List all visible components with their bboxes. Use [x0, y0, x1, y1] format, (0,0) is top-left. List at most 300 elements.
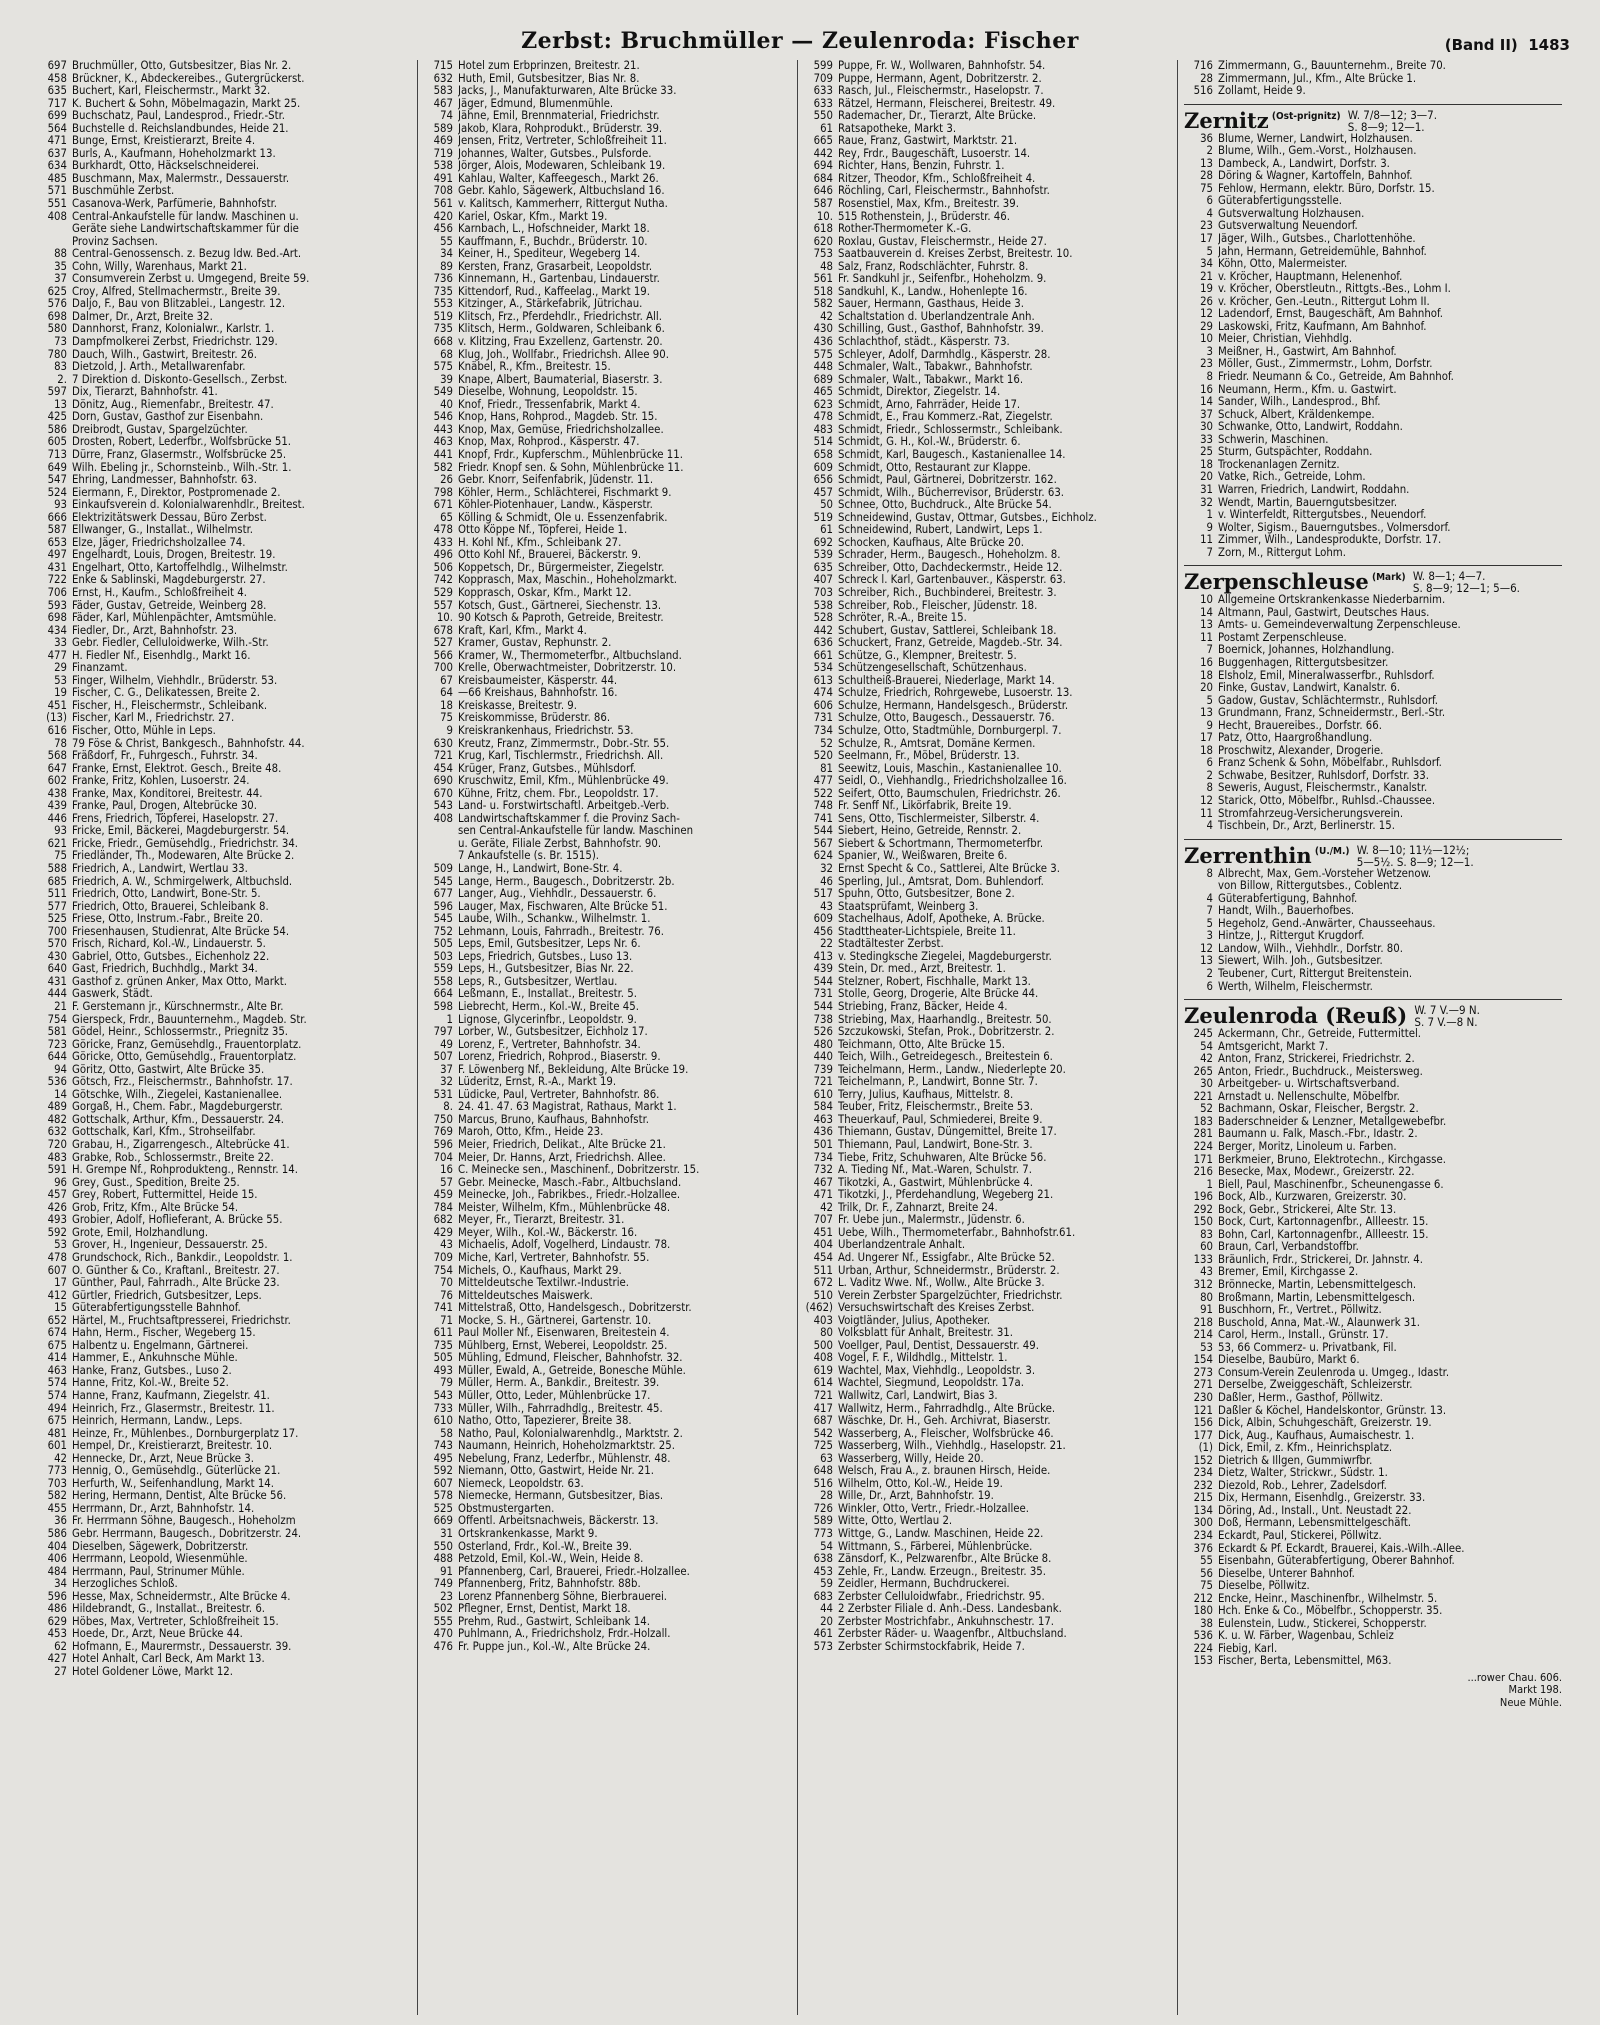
phone-number: 81 [820, 761, 833, 775]
directory-entry [804, 1039, 1171, 1052]
directory-entry [804, 1164, 1171, 1177]
listing-text: Kreisbaumeister, Käsperstr. 44. [458, 674, 618, 687]
directory-entry [38, 650, 411, 663]
weekday-hours: W. 7/8—12; 3—7. [1347, 107, 1438, 122]
directory-entry [1184, 1091, 1562, 1104]
directory-entry [1184, 1530, 1562, 1543]
phone-number: 463 [813, 1112, 833, 1126]
office-hours [1414, 1004, 1479, 1028]
phone-number: 55 [440, 234, 453, 248]
listing-text: Schleyer, Adolf, Darmhdlg., Käsperstr. 28. [838, 348, 1051, 361]
listing-text: Kreiskrankenhaus, Friedrichstr. 53. [458, 724, 634, 737]
volume-label: (Band II) [1444, 36, 1518, 54]
phone-number: 564 [47, 121, 67, 135]
phone-number: 586 [47, 1526, 67, 1540]
listing-text: Bruchmüller, Otto, Gutsbesitzer, Bias Nr. 2. [72, 60, 292, 72]
phone-number: 602 [47, 774, 67, 788]
phone-number: 700 [47, 924, 67, 938]
directory-entry [38, 1553, 411, 1566]
listing-text: Buschmühle Zerbst. [72, 185, 175, 198]
phone-number: 4 [1206, 206, 1213, 220]
phone-number: 28 [820, 1489, 833, 1503]
directory-entry [38, 1478, 411, 1491]
phone-number: 214 [1193, 1328, 1213, 1342]
phone-number: 709 [433, 1250, 453, 1264]
margin-note-line: Markt 198. [1508, 1683, 1562, 1697]
phone-number: 525 [433, 1501, 453, 1515]
listing-text: Heinrich, Frz., Glasermstr., Breitestr. 11. [72, 1402, 275, 1415]
listing-text: Krüger, Franz, Gutsbes., Mühlsdorf. [458, 762, 637, 775]
directory-entry [804, 1365, 1171, 1378]
listing-text: Fischer, H., Fleischermstr., Schleibank. [72, 699, 268, 712]
directory-entry [38, 1616, 411, 1629]
listing-text: Gebr. Meinecke, Masch.-Fabr., Altbuchsland. [458, 1176, 682, 1189]
phone-number: 550 [813, 109, 833, 123]
listing-text: Wille, Dr., Arzt, Bahnhofstr. 19. [838, 1490, 994, 1503]
phone-number: 32 [820, 862, 833, 875]
listing-text: Schreck l. Karl, Gartenbauver., Käsperstr. 63. [838, 574, 1066, 587]
directory-entry [804, 98, 1171, 111]
phone-number: 574 [47, 1388, 67, 1402]
listing-text: Michaelis, Adolf, Vogelherd, Lindaustr. 78. [458, 1239, 671, 1252]
listing-text: Wittmann, S., Färberei, Mühlenbrücke. [838, 1540, 1033, 1553]
directory-entry [804, 236, 1171, 249]
directory-entry [38, 311, 411, 324]
phone-number: 212 [1193, 1591, 1213, 1605]
directory-entry [804, 863, 1171, 876]
phone-number: 721 [813, 1388, 833, 1402]
directory-entry [38, 236, 411, 249]
directory-entry [1184, 547, 1562, 560]
phone-number: 407 [813, 573, 833, 587]
phone-number: 698 [47, 309, 67, 323]
directory-entry [38, 625, 411, 638]
listing-text: Meister, Wilhelm, Kfm., Mühlenbrücke 48. [458, 1201, 671, 1214]
directory-entry [804, 160, 1171, 173]
listing-text: Schmidt, Friedr., Schlossermstr., Schleibank. [838, 423, 1063, 436]
phone-number: 70 [440, 1276, 453, 1290]
phone-number: 183 [1193, 1114, 1213, 1128]
listing-text: Lorenz, F., Vertreter, Bahnhofstr. 34. [458, 1038, 641, 1051]
directory-entry [804, 562, 1171, 575]
listing-text: Otto Köppe Nf., Töpferei, Heide 1. [458, 524, 628, 537]
phone-number: 483 [813, 422, 833, 436]
directory-entry [804, 399, 1171, 412]
phone-number: 34 [1200, 257, 1213, 271]
listing-text: Bremer, Emil, Kirchgasse 2. [1218, 1266, 1359, 1279]
directory-entry [1184, 1216, 1562, 1229]
phone-number: 653 [47, 535, 67, 549]
directory-entry [804, 1415, 1171, 1428]
listing-text: Lorenz Pfannenberg Söhne, Bierbrauerei. [458, 1590, 668, 1603]
phone-number: 4 [1206, 891, 1213, 905]
listing-text: Postamt Zerpenschleuse. [1218, 631, 1347, 644]
phone-number: 471 [47, 134, 67, 148]
directory-entry [1184, 333, 1562, 346]
listing-text: Fischer, Berta, Lebensmittel, M63. [1218, 1655, 1392, 1668]
listing-text: Fiedler, Dr., Arzt, Bahnhofstr. 23. [72, 624, 238, 637]
directory-entry [1184, 745, 1562, 758]
phone-number: 668 [433, 335, 453, 349]
phone-number: 749 [433, 1577, 453, 1591]
phone-number: 669 [433, 1514, 453, 1528]
phone-number: 18 [440, 698, 453, 712]
phone-number: 13 [1200, 954, 1213, 968]
listing-text: Hotel Goldener Löwe, Markt 12. [72, 1666, 234, 1678]
phone-number: 232 [1193, 1478, 1213, 1492]
directory-entry [38, 750, 411, 763]
directory-entry [804, 662, 1171, 675]
phone-number: 408 [813, 1351, 833, 1365]
phone-number [1184, 880, 1218, 893]
directory-entry [424, 1189, 791, 1202]
directory-entry [804, 1503, 1171, 1516]
directory-entry [804, 148, 1171, 161]
listing-text: Köhler-Piotenhauer, Landw., Käsperstr. [458, 499, 653, 512]
phone-number: 516 [1193, 84, 1213, 98]
directory-entry [1184, 1568, 1562, 1581]
directory-entry [38, 524, 411, 537]
directory-entry [1184, 1241, 1562, 1254]
phone-number: 17 [54, 1276, 67, 1290]
phone-number: 18 [1200, 457, 1213, 471]
directory-entry [424, 462, 791, 475]
listing-text: Meinecke, Joh., Fabrikbes., Friedr.-Holzallee. [458, 1189, 681, 1202]
listing-text: Höbes, Max, Vertreter, Schloßfreiheit 15. [72, 1615, 279, 1628]
directory-entry [804, 1290, 1171, 1303]
listing-text: Güterabfertigungsstelle Bahnhof. [72, 1302, 241, 1315]
phone-number: 3 [1206, 344, 1213, 358]
listing-text: Hotel Anhalt, Carl Beck, Am Markt 13. [72, 1653, 265, 1666]
listing-text: Gadow, Gustav, Schlächtermstr., Ruhlsdorf. [1218, 694, 1438, 707]
directory-entry [804, 825, 1171, 838]
directory-entry [424, 399, 791, 412]
listing-text: Diezold, Rob., Lehrer, Zadelsdorf. [1218, 1479, 1387, 1492]
phone-number: 687 [813, 1414, 833, 1428]
phone-number: 412 [47, 1288, 67, 1302]
listing-text: Urban, Arthur, Schneidermstr., Brüderstr. 2. [838, 1264, 1060, 1277]
listing-text: Patz, Otto, Haargroßhandlung. [1218, 732, 1373, 745]
directory-entry [804, 951, 1171, 964]
phone-number: 26 [440, 473, 453, 487]
listing-text: Schilling, Gust., Gasthof, Bahnhofstr. 39. [838, 323, 1044, 336]
directory-entry [804, 1252, 1171, 1265]
listing-text: Friedrich, Otto, Brauerei, Schleibank 8. [72, 900, 269, 913]
phone-number: 94 [54, 1062, 67, 1076]
directory-entry [424, 1465, 791, 1478]
listing-text: Kramer, Gustav, Rephunstr. 2. [458, 637, 612, 650]
directory-entry [38, 1327, 411, 1340]
directory-entry [38, 411, 411, 424]
listing-text: Witte, Otto, Wertlau 2. [838, 1515, 953, 1528]
phone-number: 505 [433, 937, 453, 951]
listing-text: Natho, Otto, Tapezierer, Breite 38. [458, 1415, 632, 1428]
listing-text: Lange, Herm., Baugesch., Dobritzerstr. 2b. [458, 875, 675, 888]
phone-number: 575 [433, 360, 453, 374]
phone-number: 25 [1200, 445, 1213, 459]
directory-entry [424, 1553, 791, 1566]
phone-number: 584 [813, 1100, 833, 1114]
directory-entry [804, 901, 1171, 914]
listing-text: Brönnecke, Martin, Lebensmittelgesch. [1218, 1279, 1417, 1292]
listing-text: Ernst Specht & Co., Sattlerei, Alte Brücke 3. [838, 863, 1060, 875]
listing-text: Möller, Gust., Zimmermstr., Lohm, Dorfstr. [1218, 358, 1433, 371]
directory-entry [424, 436, 791, 449]
directory-entry [1184, 1166, 1562, 1179]
listing-text: Trilk, Dr. F., Zahnarzt, Breite 24. [838, 1201, 998, 1214]
phone-number: 502 [433, 1602, 453, 1616]
phone-number: 33 [54, 636, 67, 650]
listing-text: Ratsapotheke, Markt 3. [838, 122, 957, 135]
directory-entry [424, 1352, 791, 1365]
phone-number: 735 [433, 284, 453, 298]
phone-number: 65 [440, 510, 453, 524]
directory-entry [38, 738, 411, 751]
directory-entry [1184, 1643, 1562, 1656]
listing-text: Köhn, Otto, Malermeister. [1218, 258, 1348, 271]
phone-number: 607 [47, 1263, 67, 1277]
phone-number: 741 [433, 1301, 453, 1315]
phone-number: 37 [1200, 407, 1213, 421]
directory-entry [1184, 757, 1562, 770]
listing-text: Kölling & Schmidt, Öle u. Essenzenfabrik. [458, 511, 668, 524]
listing-text: Rosenstiel, Max, Kfm., Breitestr. 39. [838, 198, 1019, 211]
phone-number: 154 [1193, 1353, 1213, 1367]
listing-text: Bunge, Ernst, Kreistierarzt, Breite 4. [72, 135, 256, 148]
phone-number: 725 [813, 1439, 833, 1453]
listing-text: Hempel, Dr., Kreistierarzt, Breitestr. 10. [72, 1440, 273, 1453]
directory-entry [38, 1453, 411, 1466]
directory-entry [1184, 1342, 1562, 1355]
phone-number: 652 [47, 1313, 67, 1327]
phone-number: 496 [433, 548, 453, 562]
listing-text: Niemeck, Leopoldstr. 63. [458, 1477, 584, 1490]
phone-number: 8. [443, 1100, 453, 1114]
listing-text: Leps, Emil, Gutsbesitzer, Leps Nr. 6. [458, 938, 641, 951]
phone-number: 731 [813, 711, 833, 725]
phone-number: 271 [1193, 1378, 1213, 1392]
phone-number: 536 [47, 1075, 67, 1089]
listing-text: Cohn, Willy, Warenhaus, Markt 21. [72, 260, 247, 273]
directory-entry [424, 600, 791, 613]
directory-entry [424, 1101, 791, 1114]
directory-entry [38, 876, 411, 889]
phone-number: 42 [1200, 1052, 1213, 1066]
phone-number: 73 [54, 335, 67, 349]
listing-text: Fr. Uebe jun., Malermstr., Jüdenstr. 6. [838, 1214, 1025, 1227]
phone-number: 748 [813, 799, 833, 813]
phone-number: 38 [1200, 1616, 1213, 1630]
phone-number: 715 [433, 60, 453, 72]
directory-entry [424, 1202, 791, 1215]
phone-number: 23 [1200, 357, 1213, 371]
directory-entry [804, 876, 1171, 889]
listing-text: Dalmer, Dr., Arzt, Breite 32. [72, 310, 213, 323]
phone-number: 632 [47, 1125, 67, 1139]
directory-entry [1184, 1304, 1562, 1317]
phone-number: 171 [1193, 1152, 1213, 1166]
directory-entry [804, 1591, 1171, 1604]
directory-entry [804, 1515, 1171, 1528]
phone-number: 543 [433, 1388, 453, 1402]
directory-entry [1184, 782, 1562, 795]
phone-number: 648 [813, 1464, 833, 1478]
phone-number: 457 [47, 1188, 67, 1202]
listing-text: Mittelstraß, Otto, Handelsgesch., Dobritzerstr. [458, 1302, 692, 1315]
margin-note-line: Neue Mühle. [1499, 1695, 1562, 1709]
directory-entry [38, 838, 411, 851]
directory-entry [804, 386, 1171, 399]
phone-number: 17 [1200, 731, 1213, 745]
listing-text: Rademacher, Dr., Tierarzt, Alte Brücke. [838, 110, 1037, 123]
listing-text: H. Kohl Nf., Kfm., Schleibank 27. [458, 536, 622, 549]
phone-number: 444 [47, 987, 67, 1001]
listing-text: Friese, Otto, Instrum.-Fabr., Breite 20. [72, 913, 263, 926]
directory-entry [38, 223, 411, 236]
phone-number: 196 [1193, 1190, 1213, 1204]
phone-number: 89 [440, 259, 453, 273]
directory-entry [38, 1653, 411, 1666]
directory-entry [804, 198, 1171, 211]
listing-text: Enke & Sablinski, Magdeburgerstr. 27. [72, 574, 266, 587]
directory-entry [1184, 1254, 1562, 1267]
listing-text: Grey, Gust., Spedition, Breite 25. [72, 1176, 240, 1189]
phone-number: 716 [1193, 60, 1213, 72]
directory-entry [1184, 943, 1562, 956]
phone-number: 12 [1200, 307, 1213, 321]
phone-number: 19 [54, 686, 67, 700]
listing-text: Fischer, C. G., Delikatessen, Breite 2. [72, 687, 260, 700]
directory-entry [1184, 1266, 1562, 1279]
phone-number: 543 [433, 799, 453, 813]
phone-number: 88 [54, 247, 67, 261]
listing-text: Leps, R., Gutsbesitzer, Wertlau. [458, 975, 618, 988]
directory-entry [804, 1628, 1171, 1641]
listing-text: Müller, Herm. A., Bankdir., Breitestr. 39. [458, 1377, 660, 1390]
listing-text: Herrmann, Leopold, Wiesenmühle. [72, 1553, 248, 1566]
listing-text: Voigtländer, Julius, Apotheker. [838, 1314, 991, 1327]
phone-number: 606 [813, 698, 833, 712]
phone-number: 245 [1193, 1027, 1213, 1041]
directory-entry [424, 1603, 791, 1616]
directory-entry [424, 148, 791, 161]
directory-entry [38, 1566, 411, 1579]
directory-entry [38, 323, 411, 336]
listing-text: Buschmann, Max, Malermstr., Dessauerstr. [72, 172, 290, 185]
phone-number: 734 [813, 723, 833, 737]
phone-number: 750 [433, 1112, 453, 1126]
phone-number: 544 [813, 824, 833, 838]
listing-text: Dix, Tierarzt, Bahnhofstr. 41. [72, 386, 218, 399]
phone-number: 582 [433, 460, 453, 474]
phone-number: 550 [433, 1539, 453, 1553]
directory-entry [424, 323, 791, 336]
listing-text: Buggenhagen, Rittergutsbesitzer. [1218, 656, 1389, 669]
listing-text: Ellwanger, G., Installat., Wilhelmstr. [72, 524, 253, 537]
directory-entry [424, 951, 791, 964]
directory-entry [804, 1528, 1171, 1541]
phone-number: 482 [47, 1112, 67, 1126]
listing-text: Meier, Friedrich, Delikat., Alte Brücke 21. [458, 1139, 666, 1152]
phone-number: 743 [433, 1439, 453, 1453]
directory-entry [804, 1566, 1171, 1579]
directory-entry [804, 800, 1171, 813]
listing-text: Eiermann, F., Direktor, Postpromenade 2. [72, 486, 281, 499]
listing-text: Neumann, Herm., Kfm. u. Gastwirt. [1218, 383, 1397, 396]
phone-number: 546 [433, 410, 453, 424]
directory-entry [424, 1239, 791, 1252]
phone-number: 43 [1200, 1265, 1213, 1279]
listing-text: Franke, Paul, Drogen, Altebrücke 30. [72, 800, 258, 813]
phone-number: 152 [1193, 1453, 1213, 1467]
directory-entry [1184, 682, 1562, 695]
directory-entry [38, 1051, 411, 1064]
directory-entry [38, 487, 411, 500]
listing-text: Stolle, Georg, Drogerie, Alte Brücke 44. [838, 988, 1039, 1001]
directory-entry [1184, 409, 1562, 422]
directory-entry [1184, 283, 1562, 296]
listing-text: Buchstelle d. Reichslandbundes, Heide 21. [72, 122, 289, 135]
listing-text: Puppe, Fr. W., Wollwaren, Bahnhofstr. 54. [838, 60, 1046, 72]
directory-entry [1184, 1555, 1562, 1568]
listing-text: Puppe, Hermann, Agent, Dobritzerstr. 2. [838, 72, 1042, 85]
listing-text: Friedr. Knopf sen. & Sohn, Mühlenbrücke 11. [458, 461, 684, 474]
listing-text: Mühlberg, Ernst, Weberei, Leopoldstr. 25. [458, 1339, 668, 1352]
directory-entry [1184, 459, 1562, 472]
phone-number: 46 [820, 874, 833, 888]
phone-number: 68 [440, 347, 453, 361]
listing-text: Schulze, Otto, Stadtmühle, Dornburgerpl. 7. [838, 724, 1062, 737]
listing-text: Braun, Carl, Verbandstoffbr. [1218, 1241, 1359, 1254]
directory-entry [424, 788, 791, 801]
directory-entry [804, 223, 1171, 236]
listing-text: Schmaler, Walt., Tabakwr., Markt 16. [838, 373, 1024, 386]
listing-text: Stadtältester Zerbst. [838, 938, 944, 951]
listing-text: Sandkuhl, K., Landw., Hohenlepte 16. [838, 285, 1028, 298]
phone-number: 621 [47, 836, 67, 850]
directory-entry [1184, 1455, 1562, 1468]
directory-entry [424, 1566, 791, 1579]
listing-text: Siebert & Schortmann, Thermometerfbr. [838, 837, 1044, 850]
directory-entry [1184, 1480, 1562, 1493]
directory-entry [1184, 271, 1562, 284]
phone-number: 675 [47, 1414, 67, 1428]
phone-number: 634 [47, 159, 67, 173]
listing-text: Central-Genossensch. z. Bezug ldw. Bed.-Art. [72, 248, 302, 261]
phone-number: 43 [440, 1238, 453, 1252]
listing-text: Wallwitz, Herm., Fahrradhdlg., Alte Brücke. [838, 1402, 1056, 1415]
directory-entry [1184, 1442, 1562, 1455]
directory-entry [38, 1666, 411, 1679]
listing-text: Kersten, Franz, Grasarbeit, Leopoldstr. [458, 260, 653, 273]
listing-text: Engelhardt, Louis, Drogen, Breitestr. 19. [72, 549, 276, 562]
directory-entry [424, 60, 791, 73]
directory-entry [424, 1453, 791, 1466]
listing-text: Kreiskasse, Breitestr. 9. [458, 699, 577, 712]
listing-text: Friedländer, Th., Modewaren, Alte Brücke 2. [72, 850, 295, 863]
listing-text: Sauer, Hermann, Gasthaus, Heide 3. [838, 298, 1024, 311]
phone-number: 570 [47, 937, 67, 951]
phone-number: 598 [433, 1000, 453, 1014]
zerpenschleuse-entries [1184, 594, 1562, 832]
directory-entry [804, 436, 1171, 449]
phone-number: 618 [813, 222, 833, 236]
listing-text: Huth, Emil, Gutsbesitzer, Bias Nr. 8. [458, 72, 640, 85]
phone-number: 56 [1200, 1566, 1213, 1580]
sunday-hours: S. 7 V.—8 N. [1414, 1015, 1478, 1030]
phone-number: 34 [440, 247, 453, 261]
directory-entry [804, 211, 1171, 224]
